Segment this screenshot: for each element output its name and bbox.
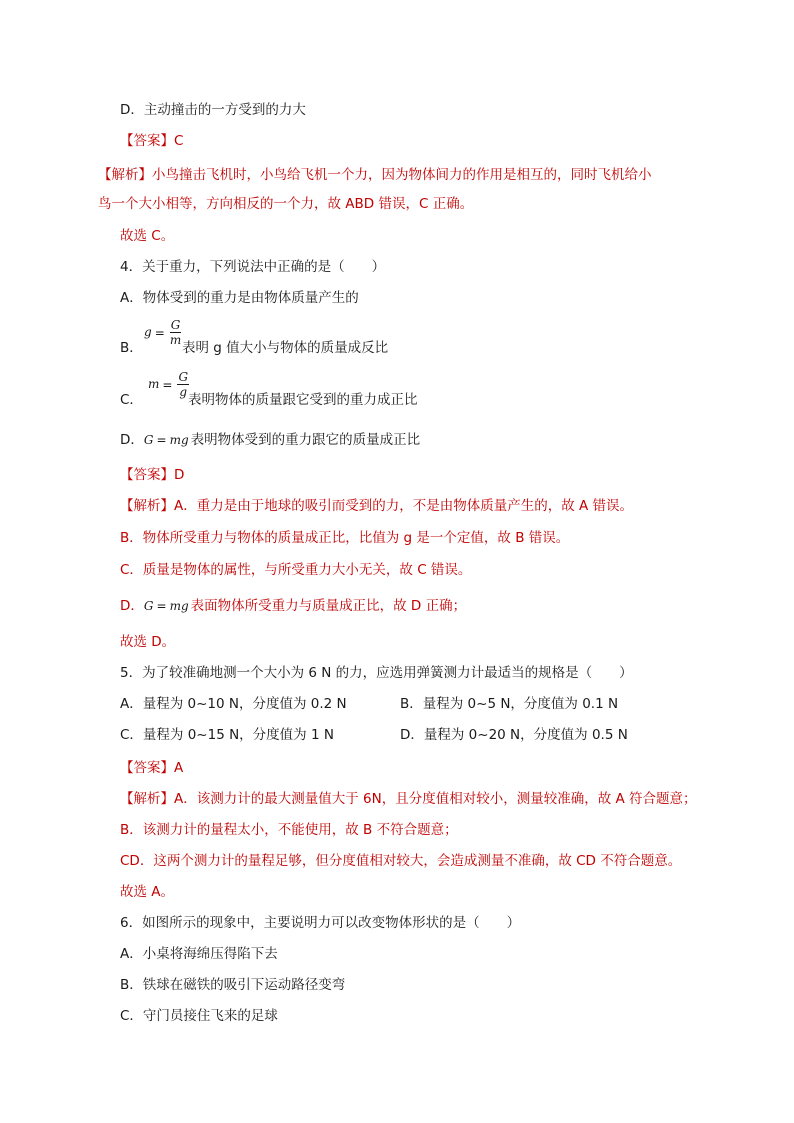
math-eq: = xyxy=(154,325,165,340)
answer-tag: 【答案】 xyxy=(120,133,174,149)
math-num: G xyxy=(178,370,189,384)
analysis-text: A．该测力计的最大测量值大于 6N，且分度值相对较小，测量较准确，故 A 符合题意； xyxy=(174,791,697,807)
math-var: g xyxy=(144,325,152,339)
analysis-line-3a xyxy=(98,165,652,185)
math-den: m xyxy=(169,333,182,347)
analysis-text: 小鸟撞击飞机时，小鸟给飞机一个力，因为物体间力的作用是相互的，同时飞机给小 xyxy=(152,167,652,183)
analysis-text: 表面物体所受重力与质量成正比，故 D 正确； xyxy=(190,598,467,614)
selection-3: 故选 C。 xyxy=(120,228,175,244)
analysis-line-4b: B．物体所受重力与物体的质量成正比，比值为 g 是一个定值，故 B 错误。 xyxy=(120,530,570,546)
math-var: m xyxy=(148,377,160,391)
math-var: mg xyxy=(169,599,189,613)
math-var: G xyxy=(143,433,154,447)
analysis-line-4d xyxy=(120,596,466,616)
selection-5: 故选 A。 xyxy=(120,884,175,900)
math-eq: = xyxy=(156,433,167,447)
question-6: 6．如图所示的现象中，主要说明力可以改变物体形状的是（ ） xyxy=(120,915,521,931)
answer-value: D xyxy=(174,467,185,483)
question-6-option-a: A．小桌将海绵压得陷下去 xyxy=(120,946,278,962)
formula-g-equals-mg xyxy=(144,596,189,616)
question-5-option-c: C．量程为 0~15 N，分度值为 1 N xyxy=(120,727,334,743)
analysis-text: A．重力是由于地球的吸引而受到的力，不是由物体质量产生的，故 A 错误。 xyxy=(174,498,634,514)
analysis-tag: 【解析】 xyxy=(120,498,174,514)
answer-value: C xyxy=(174,133,184,149)
math-eq: = xyxy=(162,377,173,392)
analysis-line-5c: CD．这两个测力计的量程足够，但分度值相对较大，会造成测量不准确，故 CD 不符合题意。 xyxy=(120,853,682,869)
option-text: 表明 g 值大小与物体的质量成反比 xyxy=(182,340,389,356)
question-5-option-b: B．量程为 0~5 N，分度值为 0.1 N xyxy=(400,696,619,712)
question-4-option-a: A．物体受到的重力是由物体质量产生的 xyxy=(120,290,359,306)
selection-4: 故选 D。 xyxy=(120,634,176,650)
question-5-option-a: A．量程为 0~10 N，分度值为 0.2 N xyxy=(120,696,347,712)
math-eq: = xyxy=(156,599,167,613)
formula-m-equals-g-over-g xyxy=(148,370,189,399)
analysis-line-5b: B．该测力计的量程太小，不能使用，故 B 不符合题意； xyxy=(120,822,458,838)
option-label: D． xyxy=(120,432,144,448)
question-5-option-d: D．量程为 0~20 N，分度值为 0.5 N xyxy=(400,727,628,743)
question-4-option-d xyxy=(120,430,420,450)
answer-line-3 xyxy=(120,131,183,151)
option-text: 表明物体的质量跟它受到的重力成正比 xyxy=(188,392,418,408)
answer-line-5 xyxy=(120,758,183,778)
answer-tag: 【答案】 xyxy=(120,760,174,776)
fraction xyxy=(170,318,182,347)
analysis-tag: 【解析】 xyxy=(120,791,174,807)
formula-g-equals-g-over-m xyxy=(144,318,181,347)
option-label: C． xyxy=(120,392,143,408)
question-6-option-b: B．铁球在磁铁的吸引下运动路径变弯 xyxy=(120,977,346,993)
answer-tag: 【答案】 xyxy=(120,467,174,483)
analysis-line-3b: 鸟一个大小相等，方向相反的一个力，故 ABD 错误，C 正确。 xyxy=(98,196,474,212)
analysis-line-5a xyxy=(120,789,697,809)
math-var: G xyxy=(143,599,154,613)
analysis-line-4c: C．质量是物体的属性，与所受重力大小无关，故 C 错误。 xyxy=(120,562,472,578)
answer-value: A xyxy=(174,760,184,776)
analysis-tag: 【解析】 xyxy=(98,167,152,183)
formula-g-equals-mg xyxy=(144,430,189,450)
option-label: D． xyxy=(120,598,144,614)
math-var: mg xyxy=(169,433,189,447)
math-den: g xyxy=(179,385,188,399)
math-num: G xyxy=(170,318,181,332)
question-6-option-c: C．守门员接住飞来的足球 xyxy=(120,1008,278,1024)
question-5: 5．为了较准确地测一个大小为 6 N 的力，应选用弹簧测力计最适当的规格是（ ） xyxy=(120,665,633,681)
option-d-prev: D．主动撞击的一方受到的力大 xyxy=(120,102,306,118)
option-text: 表明物体受到的重力跟它的质量成正比 xyxy=(190,432,421,448)
option-label: B． xyxy=(120,340,143,356)
answer-line-4 xyxy=(120,465,184,485)
analysis-line-4a xyxy=(120,496,633,516)
question-4: 4．关于重力，下列说法中正确的是（ ） xyxy=(120,259,386,275)
